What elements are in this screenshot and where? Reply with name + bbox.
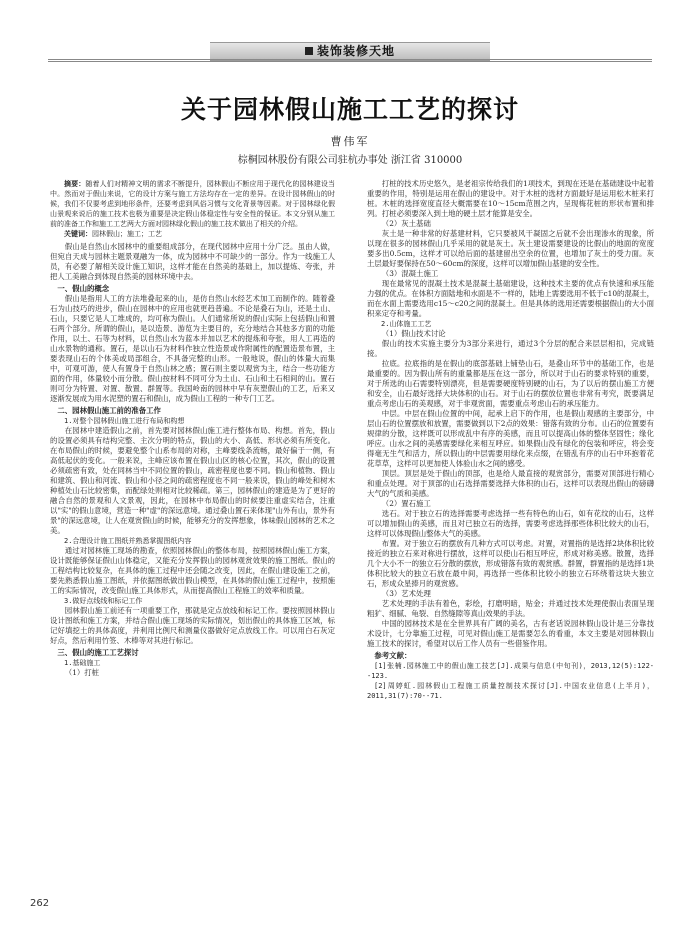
section-heading-3: 三、假山的施工工艺探讨 [57,648,139,657]
reference-item: [2]周婷虹.园林假山工程施工质量控制技术探讨[J].中国农业信息(上半月)，2011,31(7):70--71. [367,682,654,700]
single-stone-paragraph-2: 布置。对于独立石的摆放有几种方式可以考虑。对置，对置指的是选择2块体积比较接近的独立石来对称进行摆放，这样可以使山石相互呼应，形成对称美感。散置，选择几个大小不一的独立石分散的摆放，形成错落有致的观赏感。群置，群置指的是选择1块体积比较大的独立石放在最中间，再选择一些体积比较小的独立石环绕着这块大独立石，形成众星捧月的观赏感。 [367,539,654,588]
piling-paragraph: 打桩的技术历史悠久，是老祖宗传给我们的1项技术，到现在还是在基础建设中起着重要的作用，特别是运用在假山的建设中。对于木桩的选材方面最好是运用松木桩来打桩。木桩的选择宽度直径大概需要在10～15cm范围之内，呈现梅花桩的形状布置和排列。打桩必须要深入到土地的硬土层才能算是安全。 [367,179,654,218]
keywords-label: 关键词： [64,230,92,238]
subheading-art: （3）艺术处理 [381,589,431,598]
subheading-2-3: 3.做好点线线和标记工作 [64,597,143,605]
section-2-1-paragraph: 在园林中建造假山之前，首先要对园林假山施工进行整体布局、构想。首先，假山的设置必须具有结构完整、主次分明的特点，假山的大小、高低、形状必须有所变化。在布局假山的时候，要避免整个山系布局的对称，主峰要线条流畅，最好偏于一侧，有高低起伏的变化。一般来说，主峰应该布置在假山山区的核心位置，其次，假山的设置必须疏密有致，处在同林当中不同位置的假山，疏密程度也要不同。假山和植物、假山和建筑、假山和河流、假山和小径之间的疏密程度也不同一般来说，假山的峰处和树木种植处山石比较密集，而配绿处则相对比较稀疏。第三，园林假山的建造是为了更好的融合自然的景观和人文景观，因此，在园林中布局假山的时候要注重虚实结合，注重以"实"的假山意境，营造一种"虚"的深远意境。通过叠山置石来体现"山外有山，景外有景"的深远意境，让人在观赏假山的时候，能够充分的发挥想象，体味假山园林的艺术之美。 [50,426,335,535]
lime-paragraph: 灰土是一种非常的好基建材料，它只要被风干凝固之后就不会出现渗水的现象，所以现在很多的园林假山几乎采用的就是灰土。灰土建设需要建设的比假山的地面的宽度要多出0.5cm，这样才可以给后面的基建留出空余的位置，也增加了灰土的受力面。灰土层最好要保持在50～60cm的深度，这样可以增加假山基建的安全性。 [367,229,654,268]
subheading-3-1: 1.基础施工 [64,659,101,667]
concrete-paragraph: 现在最常见的混凝土技术是混凝土基础建设，这种技术主要的优点有快速和承压能力强的优点。在体积方面陆地和水面是不一样的，陆地上需要选用不低于c10的混凝土，而在水面上需要选用c15～c20之间的混凝土。但是具体的选用还需要根据假山的大小面积来定夺和考量。 [367,279,655,318]
header-rule-top [48,59,652,60]
stone-paragraph-1: 假山的技术实施主要分为3部分来进行，通过3个分层的配合来层层相扣，完成链接。 [367,339,654,358]
section-1-paragraph: 假山是指用人工的方法堆叠起来的山，是仿自然山水经艺术加工而制作的。随着叠石为山技巧的进步，假山在园林中的应用也就更趋普遍。不论是叠石为山，还是土山、石山，只要它是人工堆成的，均可称为假山。人们通常所说的假山实际上包括假山和置石两个部分。所谓的假山，是以造景、游览为主要目的，充分地结合其他多方面的功能作用，以土、石等为材料，以自然山水为蓝本并加以艺术的提炼和夸张，用人工再造的山水景物的通称。置石，是以山石为材料作独立性造景或作附属性的配置造景布置，主要表现山石的个体美或局部组合，不具备完整的山形。一般地说，假山的体量大而集中，可观可游，使人有置身于自然山林之感；置石则主要以观赏为主，结合一些功能方面的作用，体量较小而分散。假山按材料不同可分为土山、石山和土石相间的山。置石则可分为特置、对置、散置、群置等。我国岭南的园林中早有灰塑假山的工艺，后来又逐渐发展成为用水泥塑的置石和假山，成为假山工程的一种专门工艺。 [50,294,335,403]
subheading-stone: 2.山体施工工艺 [381,320,432,328]
single-stone-paragraph-1: 选石。对于独立石的选择需要考虑选择一些有特色的山石，如有花纹的山石，这样可以增加假山的美感，而且对已独立石的选择，需要考虑选择那些体积比较大的山石，这样可以体现假山整体大气的美感。 [367,509,654,538]
subheading-stone-1: （1）假山技术讨论 [381,329,446,338]
stone-paragraph-2: 拉底。拉底指的是在假山的底部基础上铺垫山石，是叠山环节中的基础工作，也是最重要的。因为假山所有的重量都是压在这一部分，所以对于山石的要求特别的重要，对于所选的山石需要特别漂亮，但是需要硬度特别硬的山石，为了以后的摆山施工方便和安全，山石最好选择大块体积的山石。对于山石的摆放位置也非常有考究，既要满足重点考虑山石的美观感，对于非观赏面，需要重点考虑山石的承压能力。 [367,359,654,408]
reference-item: [1]张楠.园林施工中的假山施工技艺[J].成果与信息(中旬刊)，2013,12(5):122--123. [367,662,654,680]
keywords [50,229,335,239]
article-affiliation: 棕桐园林股份有限公司驻杭办事处 浙江省 310000 [237,155,463,166]
abstract-text: 随着人们对精神文明的需求不断提升，园林假山不断应用于现代化的园林建设当中。然而对于假山来说，它的设计方案与施工方法均存在一定的差异。在设计园林假山的时候，我们不仅要考虑到地形条件，还要考虑到风俗习惯与文化背景等因素。对于园林绿化假山景观来说后的施工技术也极为重要是决定假山体稳定性与安全性的保证。本文分别从施工前的准备工作和施工工艺两大方面对园林绿化假山的施工技术做出了相关的介绍。 [50,180,335,228]
section-heading-2: 二、园林假山施工前的准备工作 [57,406,161,415]
section-2-3-paragraph: 园林假山施工前还有一项重要工作，那就是定点放线和标记工作。要按照园林假山设计图纸和施工方案，并结合假山施工现场的实际情况，划出假山的具体施工区域，标记好填挖土的具体高度，并利用比例尺和测量仪器做好定点放线工作。可以用白石灰定好点，然后利用竹签、木棒等对其进行标记。 [50,606,335,645]
left-column [50,179,335,678]
stone-paragraph-3: 中层。中层在假山位置的中间，起承上启下的作用，也是假山观感的主要部分，中层山石的位置摆放和放置，需要做到以下2点的效果：错落有致的分布。山石的位置要有规律的分散，这样既可以形成乱中有序的美感，而且可以提高山体的整体坚固性；缘化呼应。山水之间的美感需要绿化来相互呼应。如果假山没有绿化的包装和呼应，将会变得毫无生气和活力，所以假山的中层需要用绿化来点缀，在错乱有序的山石中环抱着花花草草，这样可以更加使人体验山水之间的感受。 [367,409,654,468]
abstract-label: 摘要： [64,180,86,188]
page-number: 262 [30,898,50,909]
subheading-3-1-1: （1）打桩 [64,668,100,677]
subheading-single-stone: （2）置石施工 [381,499,431,508]
subheading-concrete: （3）混凝土施工 [381,269,439,278]
section-label: 装饰装修天地 [316,44,395,58]
keywords-text: 园林假山；施工；工艺 [92,230,162,238]
intro-paragraph: 假山是自然山水园林中的重要组成部分，在现代园林中应用十分广泛。虽由人做，但宛自天成与园林主题景观融为一体，成为园林中不可缺少的一部分。作为一线施工人员，有必要了解相关设计施工知识，这样才能在自然美的基础上，加以提炼、夸张，并把人工美融合到体现自然美的园林环境中去。 [50,242,335,281]
art-paragraph: 艺术处理的手法有着色，彩绘，打磨明暗，贴金；并通过技术处理使假山表面呈现粗犷、细腻、龟裂、自然缝隙等真山效果的手法。 [367,599,654,618]
conclusion-paragraph: 中国的园林技术是在全世界具有广阔的美名，古有老话说园林假山设计是三分靠技术设计，七分靠施工过程，可见对假山施工是需要怎么的看重，本文主要是对园林假山施工技术的探讨，希望对以后工作人员有一些借鉴作用。 [367,619,654,648]
abstract [50,179,335,229]
article-title: 关于园林假山施工工艺的探讨 [180,95,519,124]
subheading-2-2: 2.合理设计施工图纸并熟悉掌握图纸内容 [64,537,192,545]
square-icon [305,47,313,55]
references-title: 参考文献： [374,651,412,660]
subheading-2-1: 1.对整个园林假山施工进行布局和构想 [64,417,185,425]
subheading-lime: （2）灰土基础 [381,219,431,228]
section-heading-1: 一、假山的概念 [57,284,110,293]
article-author: 曹伟军 [330,135,370,148]
right-column [367,179,654,701]
stone-paragraph-4: 顶层。顶层是处于假山的顶部，也是给人最直接的观赏部分，需要对顶部进行精心和重点处理。对于顶部的山石选择需要选择大体积的山石，这样可以表现出假山的磅礴大气的气质和美感。 [367,469,654,498]
header-rule-bottom [48,61,652,62]
section-2-2-paragraph: 通过对园林施工现场的勘查，依照园林假山的整体布局，按照园林假山施工方案，设计既能够保证假山山体稳定，又能充分发挥假山的园林观赏效果的施工图纸。假山的工程结构比较复杂，在具体的施工过程中还会随之改变，因此，在假山建设施工之前，要先熟悉假山施工图纸，并依据图纸做出假山模型，在具体的假山施工过程中，按照施工的实际情况，改变假山施工具体形式，从而提高假山工程施工的效率和质量。 [50,546,335,595]
